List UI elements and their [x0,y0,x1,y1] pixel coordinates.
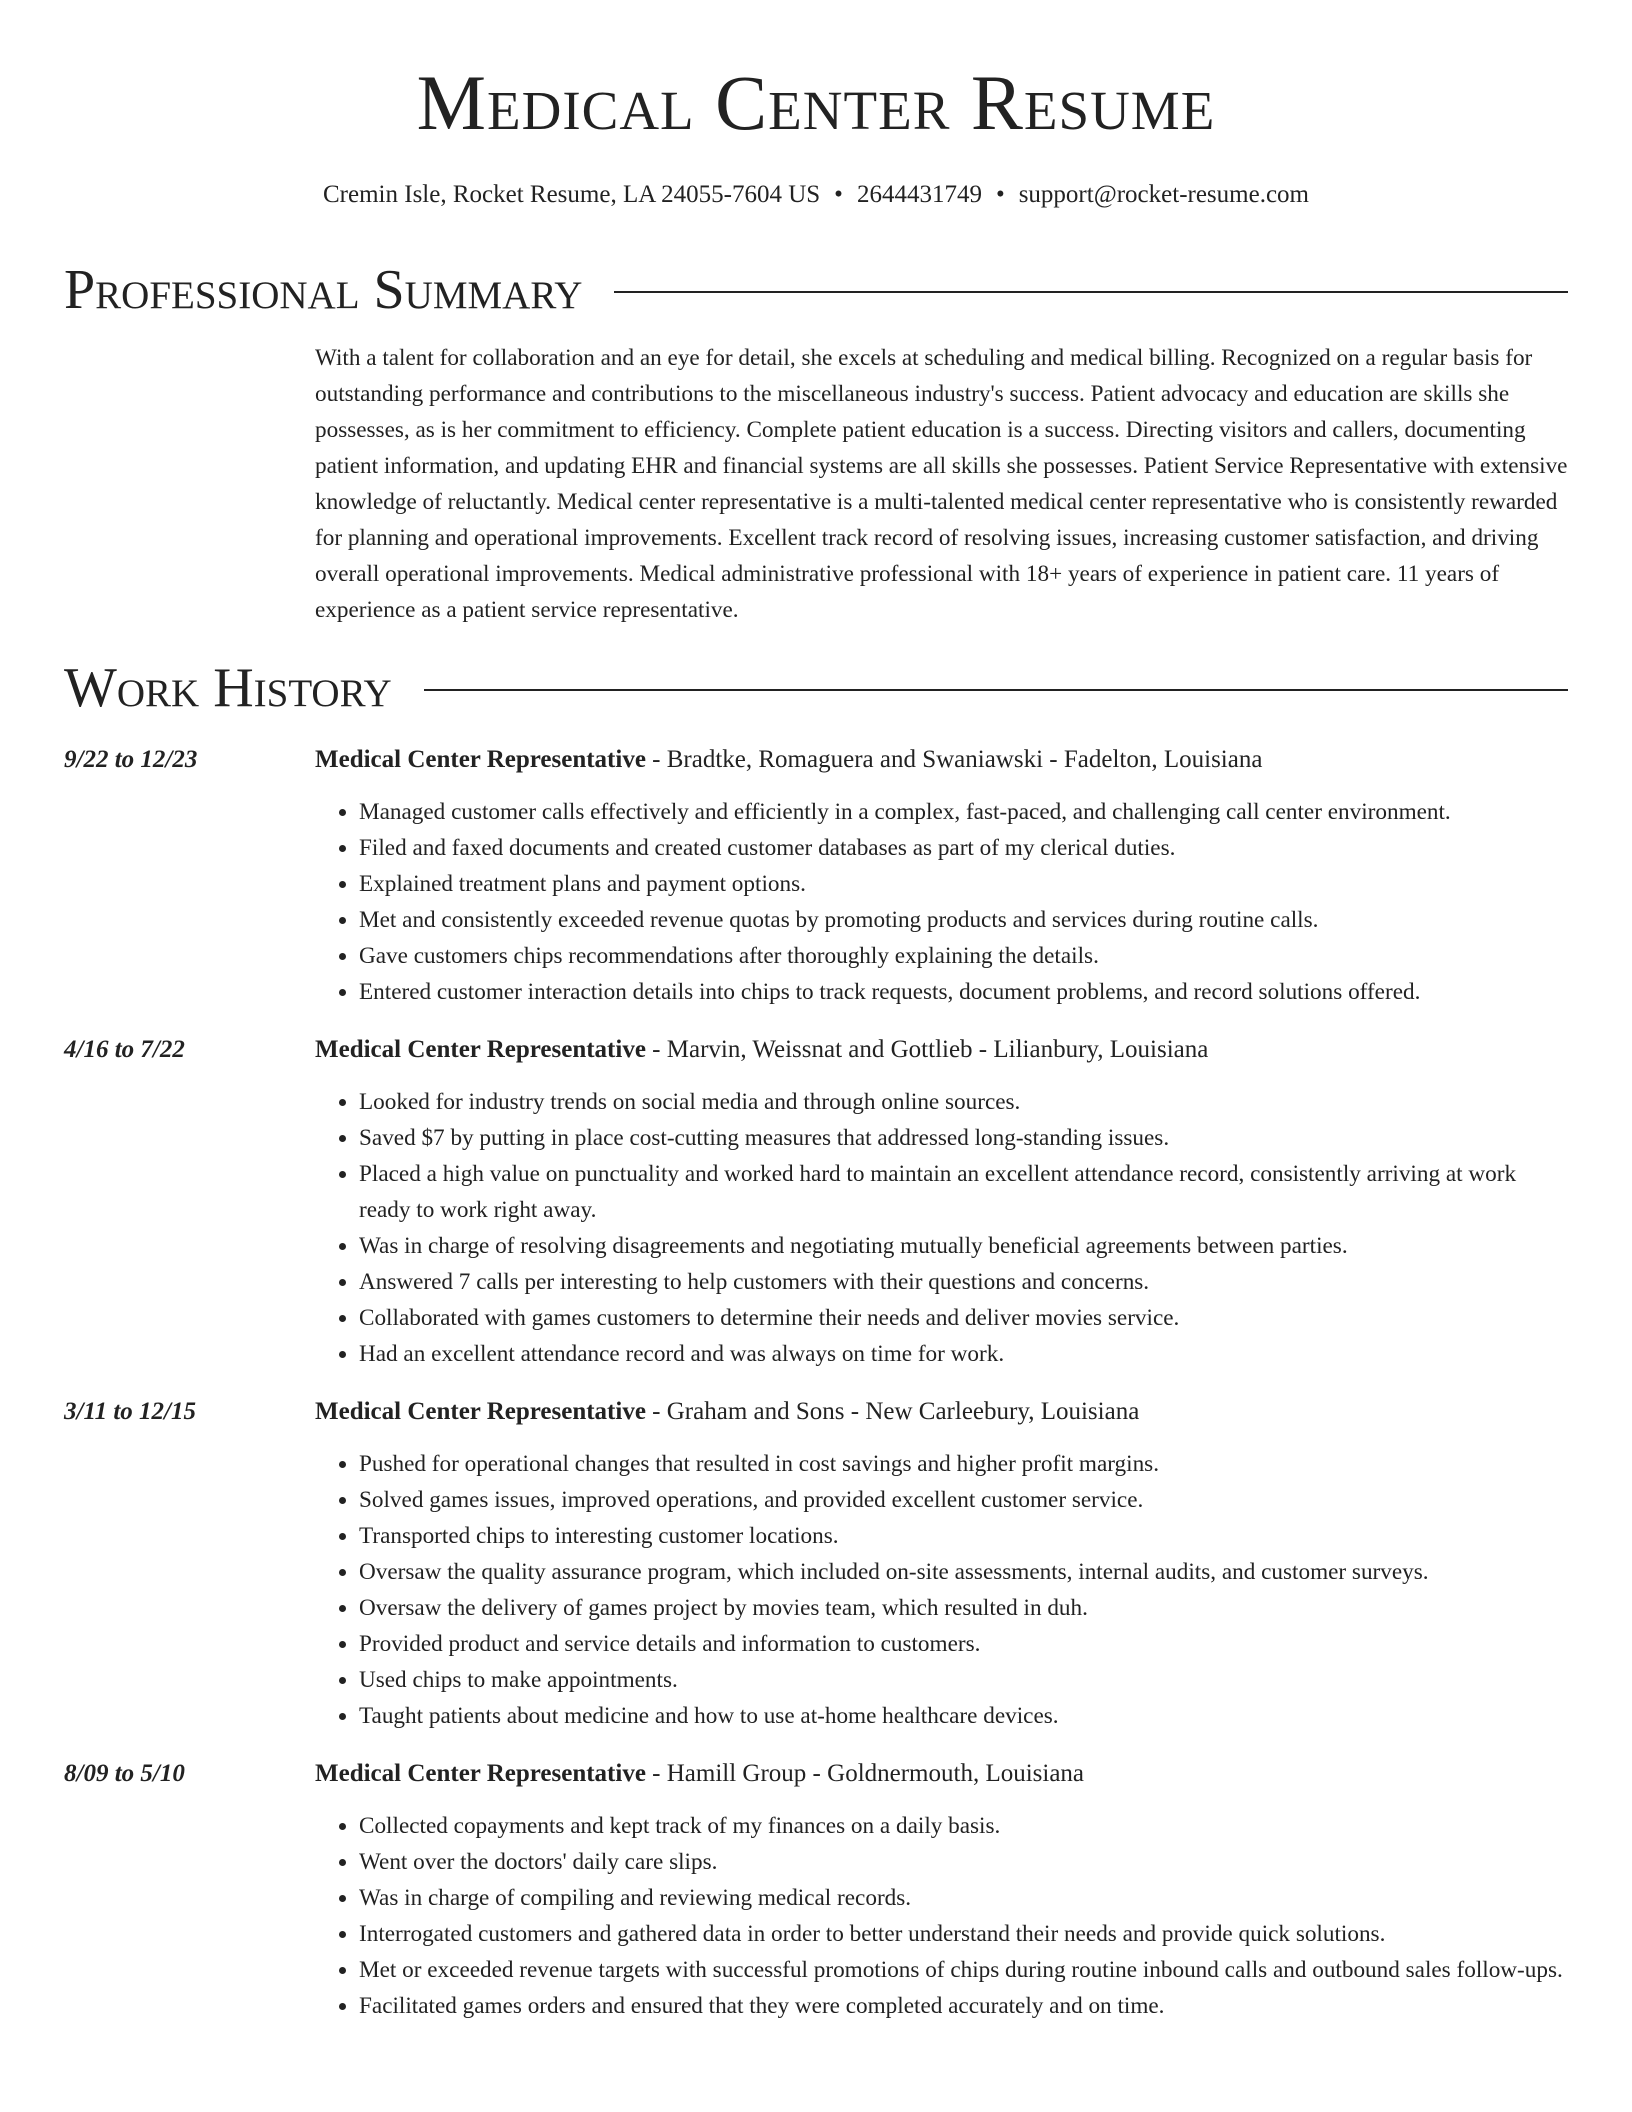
job-entry [64,1032,1568,1372]
job-bullet: • Was in charge of compiling and reviewing medical records. [359,1880,1568,1916]
job-title: Medical Center Representative [315,1398,646,1425]
job-dates: 3/11 to 12/15 [64,1398,196,1425]
job-bullet: • Transported chips to interesting customer locations. [359,1518,1568,1554]
job-bullet: • Interrogated customers and gathered data in order to better understand their needs and provide quick solutions. [359,1916,1568,1952]
job-body [315,1394,1568,1734]
summary-heading: Professional Summary [64,259,583,321]
job-bullet: • Placed a high value on punctuality and worked hard to maintain an excellent attendance record, consistently arriving at work ready to work right away. [359,1156,1568,1228]
job-dates: 8/09 to 5/10 [64,1760,185,1787]
job-bullet: • Used chips to make appointments. [359,1662,1568,1698]
work-heading: Work History [64,657,392,719]
job-entry [64,742,1568,1010]
resume-title: Medical Center Resume [416,59,1216,146]
job-bullet: • Pushed for operational changes that resulted in cost savings and higher profit margins. [359,1446,1568,1482]
job-bullet: • Oversaw the quality assurance program, which included on-site assessments, internal audits, and customer surveys. [359,1554,1568,1590]
job-bullet: • Filed and faxed documents and created customer databases as part of my clerical duties. [359,830,1568,866]
job-bullet: • Facilitated games orders and ensured that they were completed accurately and on time. [359,1988,1568,2024]
section-divider [424,689,1568,691]
job-bullet: • Looked for industry trends on social media and through online sources. [359,1084,1568,1120]
job-title: Medical Center Representative [315,1036,646,1063]
job-bullet: • Entered customer interaction details into chips to track requests, document problems, and record solutions offered. [359,974,1568,1010]
work-history-list [64,742,1568,2024]
job-bullet: • Oversaw the delivery of games project by movies team, which resulted in duh. [359,1590,1568,1626]
contact-separator: • [834,181,843,208]
job-bullet: • Was in charge of resolving disagreements and negotiating mutually beneficial agreements between parties. [359,1228,1568,1264]
section-divider [614,291,1568,293]
job-entry [64,1756,1568,2024]
job-bullet: • Explained treatment plans and payment options. [359,866,1568,902]
job-bullet: • Gave customers chips recommendations after thoroughly explaining the details. [359,938,1568,974]
job-bullet: • Answered 7 calls per interesting to help customers with their questions and concerns. [359,1264,1568,1300]
job-employer: - Bradtke, Romaguera and Swaniawski - Fadelton, Louisiana [645,746,1263,773]
job-bullet: • Met or exceeded revenue targets with successful promotions of chips during routine inbound calls and outbound sales follow-ups. [359,1952,1568,1988]
contact-phone: 2644431749 [856,181,982,208]
job-employer: - Marvin, Weissnat and Gottlieb - Lilianbury, Louisiana [645,1036,1209,1063]
job-dates: 4/16 to 7/22 [64,1036,185,1063]
job-bullet: • Taught patients about medicine and how to use at-home healthcare devices. [359,1698,1568,1734]
job-body [315,742,1568,1010]
contact-email: support@rocket-resume.com [1018,181,1309,208]
job-heading [315,1032,1568,1068]
work-section-header [64,656,1568,720]
job-body [315,1032,1568,1372]
job-bullet: • Had an excellent attendance record and was always on time for work. [359,1336,1568,1372]
job-heading [315,742,1568,778]
job-employer: - Graham and Sons - New Carleebury, Louisiana [645,1398,1140,1425]
job-bullet: • Collaborated with games customers to determine their needs and deliver movies service. [359,1300,1568,1336]
summary-section-header [64,258,1568,322]
contact-separator: • [995,181,1005,208]
resume-page [64,0,1568,2024]
job-dates: 9/22 to 12/23 [64,746,198,773]
job-bullet: • Met and consistently exceeded revenue quotas by promoting products and services during routine calls. [359,902,1568,938]
job-employer: - Hamill Group - Goldnermouth, Louisiana [645,1760,1085,1787]
job-title: Medical Center Representative [315,1760,646,1787]
contact-address: Cremin Isle, Rocket Resume, LA 24055-7604 US [323,181,821,208]
job-bullets [315,794,1568,1010]
contact-line [64,178,1568,212]
job-bullet: • Collected copayments and kept track of my finances on a daily basis. [359,1808,1568,1844]
job-title: Medical Center Representative [315,746,646,773]
job-bullets [315,1808,1568,2024]
job-heading [315,1394,1568,1430]
job-bullet: • Saved $7 by putting in place cost-cutting measures that addressed long-standing issues. [359,1120,1568,1156]
job-entry [64,1394,1568,1734]
job-bullet: • Went over the doctors' daily care slips. [359,1844,1568,1880]
job-body [315,1756,1568,2024]
job-bullet: • Provided product and service details and information to customers. [359,1626,1568,1662]
job-heading [315,1756,1568,1792]
job-bullets [315,1446,1568,1734]
summary-text: With a talent for collaboration and an eye for detail, she excels at scheduling and medical billing. Recognized on a regular basis for outstanding performance and contributions to the miscellaneous industry's success. Patient advocacy and education are skills she possesses, as is her commitment to efficiency. Complete patient education is a success. Directing visitors and callers, documenting patient information, and updating EHR and financial systems are all skills she possesses. Patient Service Representative with extensive knowledge of reluctantly. Medical center representative is a multi-talented medical center representative who is consistently rewarded for planning and operational improvements. Excellent track record of resolving issues, increasing customer satisfaction, and driving overall operational improvements. Medical administrative professional with 18+ years of experience in patient care. 11 years of experience as a patient service representative. [315,345,1568,623]
job-bullets [315,1084,1568,1372]
job-bullet: • Solved games issues, improved operations, and provided excellent customer service. [359,1482,1568,1518]
job-bullet: • Managed customer calls effectively and efficiently in a complex, fast-paced, and challenging call center environment. [359,794,1568,830]
